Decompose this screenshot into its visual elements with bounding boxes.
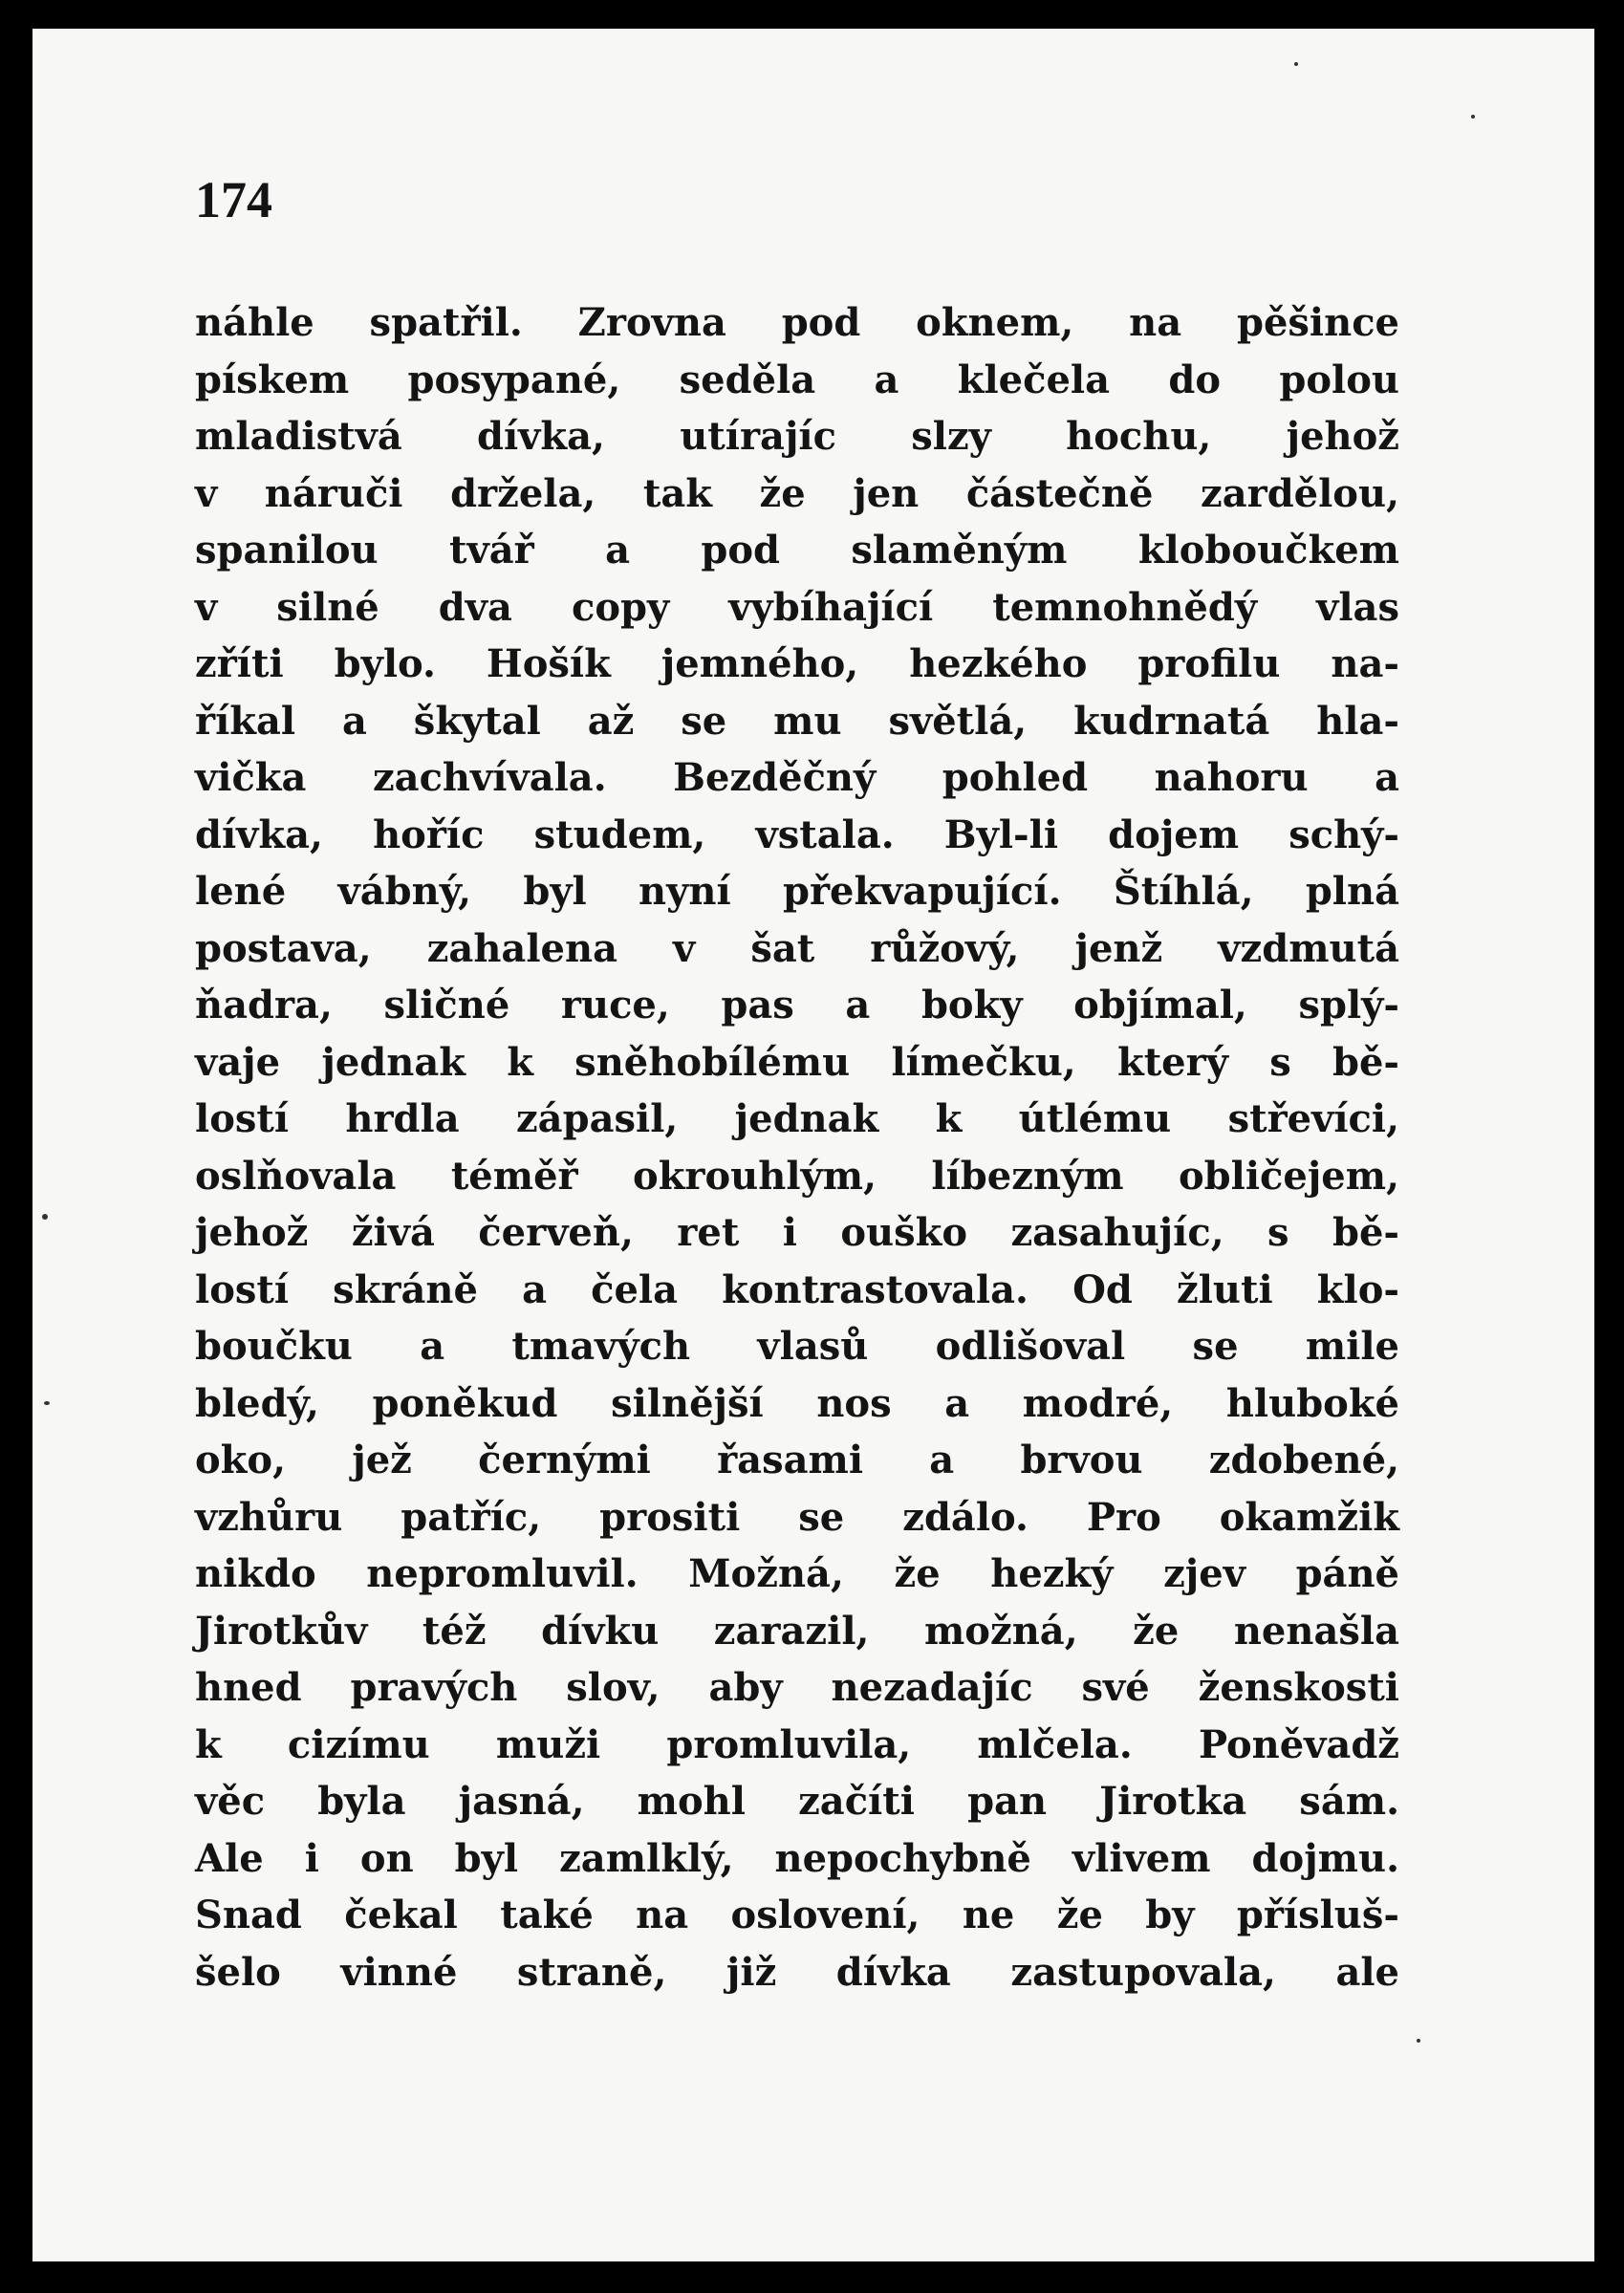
text-line: dívka, hoříc studem, vstala. Byl-li dojem schý- [195,811,1399,857]
text-line: v náruči držela, tak že jen částečně zardělou, [195,470,1399,516]
text-line: jehož živá červeň, ret i ouško zasahujíc, s bě- [195,1210,1399,1255]
text-line: boučku a tmavých vlasů odlišoval se mile [195,1324,1399,1369]
body-text [195,294,1399,2001]
text-line: oslňovala téměř okrouhlým, líbezným obličejem, [195,1153,1399,1199]
text-line: říkal a škytal až se mu světlá, kudrnatá hla- [195,698,1399,744]
text-line: v silné dva copy vybíhající temnohnědý vlas [195,584,1399,630]
scan-speck [1471,115,1475,119]
text-line: oko, jež černými řasami a brvou zdobené, [195,1438,1399,1482]
scan-speck [42,1214,48,1220]
text-line: postava, zahalena v šat růžový, jenž vzdmutá [195,925,1399,971]
text-line: Ale i on byl zamlklý, nepochybně vlivem dojmu. [195,1835,1399,1881]
scan-speck [44,1401,50,1405]
text-line: spanilou tvář a pod slaměným kloboučkem [195,528,1399,573]
text-line: mladistvá dívka, utírajíc slzy hochu, jehož [195,414,1399,459]
text-line: lostí skráně a čela kontrastovala. Od žluti klo- [195,1266,1399,1312]
book-page [32,29,1594,2261]
scan-speck [1417,2039,1420,2043]
text-line: pískem posypané, seděla a klečela do polou [195,357,1399,402]
text-line: šelo vinné straně, již dívka zastupovala, ale [195,1949,1399,1995]
text-line: Snad čekal také na oslovení, ne že by přísluš- [195,1893,1399,1937]
text-line: ňadra, sličné ruce, pas a boky objímal, splý- [195,983,1399,1028]
text-line: Jirotkův též dívku zarazil, možná, že nenašla [195,1608,1399,1654]
text-line: vaje jednak k sněhobílému límečku, který s bě- [195,1039,1399,1085]
text-line: náhle spatřil. Zrovna pod oknem, na pěšince [195,300,1399,345]
text-line: vzhůru patříc, prositi se zdálo. Pro okamžik [195,1494,1399,1540]
text-line: hned pravých slov, aby nezadajíc své ženskosti [195,1665,1399,1710]
text-line: nikdo nepromluvil. Možná, že hezký zjev páně [195,1551,1399,1596]
text-line: vička zachvívala. Bezděčný pohled nahoru a [195,755,1399,800]
scan-speck [1294,62,1298,66]
page-number: 174 [195,171,272,228]
text-line: k cizímu muži promluvila, mlčela. Poněvadž [195,1721,1399,1767]
text-line: lostí hrdla zápasil, jednak k útlému střevíci, [195,1096,1399,1141]
text-line: věc byla jasná, mohl začíti pan Jirotka sám. [195,1779,1399,1824]
text-line: bledý, poněkud silnější nos a modré, hluboké [195,1380,1399,1426]
text-line: zříti bylo. Hošík jemného, hezkého profilu na- [195,641,1399,686]
text-line: lené vábný, byl nyní překvapující. Štíhlá, plná [195,869,1399,914]
